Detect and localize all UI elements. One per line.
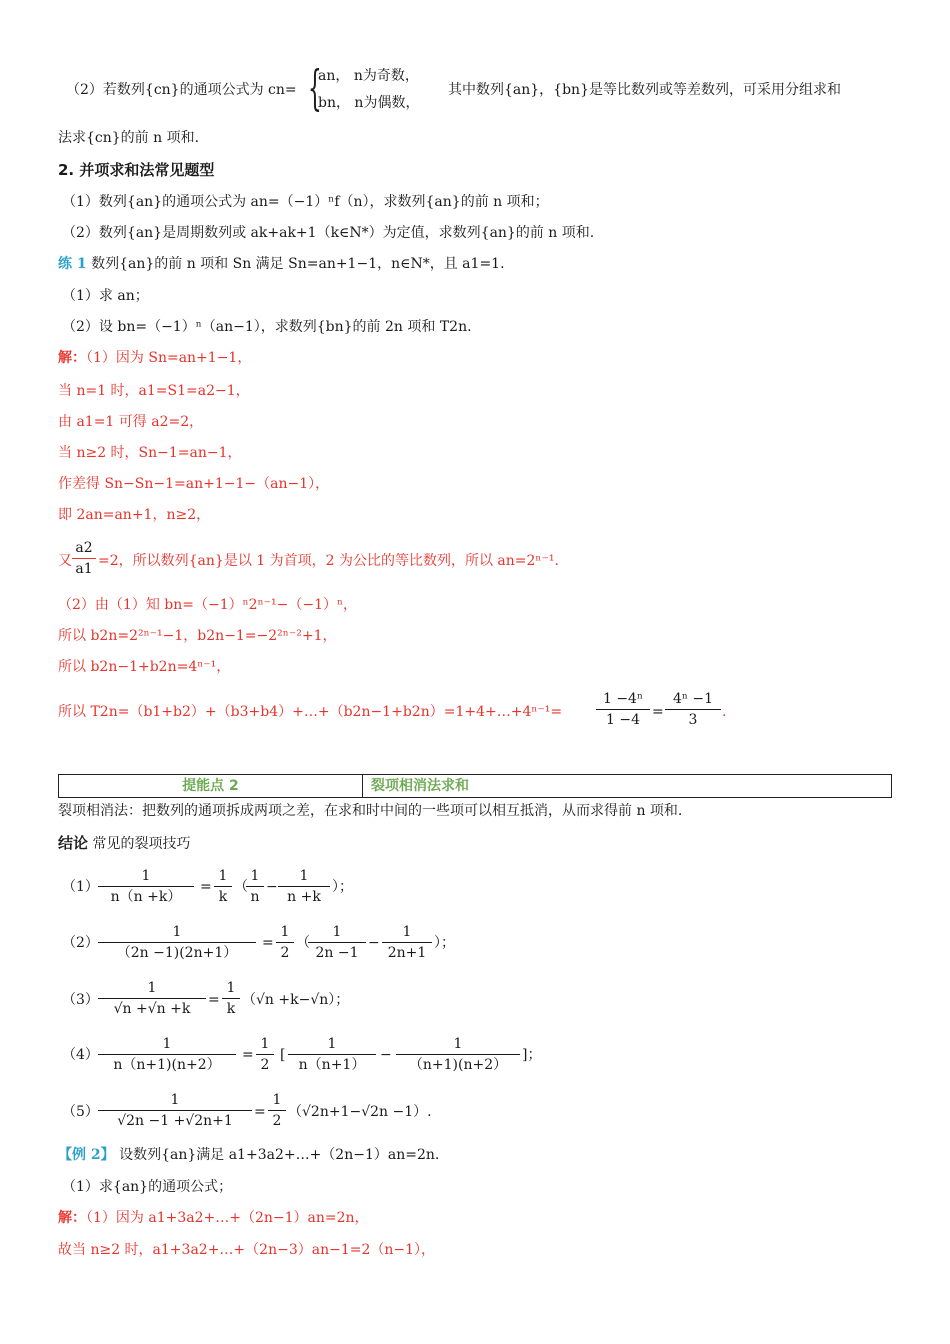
solution-line-7-prefix: 又 [58,553,72,569]
section-header-label: 提能点 2 [59,775,363,797]
solution-line-5: 作差得 Sn−Sn−1=an+1−1−（an−1）， [58,476,330,492]
formula-3-coef [222,978,240,1019]
formula-3-tail: （√n +k−√n）； [242,992,350,1008]
equals-sign: = [262,935,274,951]
solution-label: 解： [58,350,86,366]
fraction-denominator: 2 [260,1057,270,1073]
piecewise-note-cont: 法求{cn}的前 n 项和. [58,130,200,146]
formula-5-tail: （√2n+1−√2n −1）. [288,1104,432,1120]
equals-sign: = [200,879,212,895]
example-tag: 【例 2】 [58,1147,115,1163]
section-item-2: （2）数列{an}是周期数列或 ak+ak+1（k∈N*）为定值，求数列{an}的前 n 项和. [62,225,595,241]
fraction-denominator: （2n −1)(2n+1） [116,945,238,961]
period: . [722,704,727,720]
solution-line-1 [58,348,251,368]
piecewise-case-even: bn， n为偶数， [318,95,420,111]
conclusion-tag: 结论 [58,834,89,852]
solution-line-9: 所以 b2n=2²ⁿ⁻¹−1，b2n−1=−2²ⁿ⁻²+1， [58,628,337,644]
equals-sign: = [254,1104,266,1120]
piecewise-intro: （2）若数列{cn}的通项公式为 cn= [66,82,297,98]
formula-4-index: （4） [62,1047,99,1063]
example-solution-line-1 [58,1208,369,1228]
fraction-denominator: 2n+1 [387,945,427,961]
fraction-numerator: 1 [276,922,294,943]
formula-4-coef [256,1034,274,1075]
solution-line-7: =2，所以数列{an}是以 1 为首项，2 为公比的等比数列，所以 an=2ⁿ⁻¹. [98,553,559,569]
section-item-1: （1）数列{an}的通项公式为 an=（−1）ⁿf（n），求数列{an}的前 n 项和； [62,194,549,210]
example-stem: 设数列{an}满足 a1+3a2+…+（2n−1）an=2n. [119,1147,440,1163]
fraction-denominator: n（n +k） [110,889,182,905]
bracket-open: [ [280,1047,286,1063]
fraction-denominator: √2n −1 +√2n+1 [117,1113,233,1129]
formula-2-lhs [98,922,256,963]
fraction-denominator: a1 [75,561,93,577]
formula-1-coef [214,866,232,907]
formula-2-index: （2） [62,935,99,951]
fraction-numerator: 1 [98,1034,236,1055]
minus-sign: − [380,1047,392,1063]
solution-line-3: 由 a1=1 可得 a2=2， [58,414,204,430]
minus-sign: − [266,879,278,895]
paren-close: ）； [434,935,455,951]
fraction-numerator: 1 [222,978,240,999]
solution-text: （1）因为 a1+3a2+…+（2n−1）an=2n， [86,1210,369,1226]
piecewise-note: 其中数列{an}，{bn}是等比数列或等差数列，可采用分组求和 [448,82,841,98]
left-brace-icon: { [308,60,322,116]
fraction-denominator: 2 [272,1113,282,1129]
paren-open: （ [296,935,310,951]
example-question-1: （1）求{an}的通项公式； [62,1179,233,1195]
formula-2-coef [276,922,294,963]
bracket-close: ]； [522,1047,542,1063]
formula-2-term-b [382,922,432,963]
fraction-numerator: a2 [72,538,96,559]
fraction-denominator: n +k [287,889,321,905]
formula-1-term-b [278,866,330,907]
solution-line-10: 所以 b2n−1+b2n=4ⁿ⁻¹， [58,659,231,675]
fraction-numerator: 1 [308,922,366,943]
practice-stem-line [58,254,505,274]
fraction-denominator: 2n −1 [315,945,359,961]
formula-4-lhs [98,1034,236,1075]
fraction-numerator: 1 [268,1090,286,1111]
sum-fraction-2 [665,689,721,730]
section-title: 2. 并项求和法常见题型 [58,161,215,179]
solution-line-11: 所以 T2n=（b1+b2）+（b3+b4）+…+（b2n−1+b2n）=1+4+…+4ⁿ⁻¹= [58,704,563,720]
formula-5-lhs [98,1090,252,1131]
fraction-denominator: （n+1)(n+2） [408,1057,508,1073]
paren-open: （ [234,879,248,895]
piecewise-case-odd: an， n为奇数， [318,68,419,84]
fraction-numerator: 1 [382,922,432,943]
fraction-numerator: 1 −4ⁿ [596,689,650,710]
fraction-numerator: 4ⁿ −1 [665,689,721,710]
practice-question-1: （1）求 an； [62,288,149,304]
fraction-denominator: n（n+1)(n+2） [113,1057,221,1073]
solution-line-2: 当 n=1 时，a1=S1=a2−1， [58,383,250,399]
fraction-numerator: 1 [98,866,194,887]
solution-line-4: 当 n≥2 时，Sn−1=an−1， [58,445,242,461]
formula-1-lhs [98,866,194,907]
minus-sign: − [368,935,380,951]
formula-1-index: （1） [62,879,99,895]
practice-question-2: （2）设 bn=（−1）ⁿ（an−1），求数列{bn}的前 2n 项和 T2n. [62,319,472,335]
fraction-numerator: 1 [98,1090,252,1111]
paren-close: ）； [332,879,353,895]
practice-stem: 数列{an}的前 n 项和 Sn 满足 Sn=an+1−1，n∈N*，且 a1=1. [91,256,505,272]
formula-3-lhs [98,978,206,1019]
equals-sign: = [652,704,664,720]
formula-5-index: （5） [62,1104,99,1120]
fraction-denominator: k [218,889,228,905]
fraction-numerator: 1 [98,922,256,943]
fraction-denominator: n（n+1） [298,1057,366,1073]
fraction-numerator: 1 [214,866,232,887]
conclusion-text: 常见的裂项技巧 [92,836,191,852]
fraction-denominator: 3 [688,712,698,728]
fraction-numerator: 1 [288,1034,376,1055]
fraction-denominator: n [250,889,260,905]
equals-sign: = [208,992,220,1008]
fraction-denominator: √n +√n +k [113,1001,191,1017]
fraction-numerator: 1 [278,866,330,887]
fraction-numerator: 1 [98,978,206,999]
solution-label: 解： [58,1210,86,1226]
fraction-denominator: 1 −4 [606,712,640,728]
solution-text: （1）因为 Sn=an+1−1， [86,350,252,366]
sum-fraction-1 [596,689,650,730]
formula-5-coef [268,1090,286,1131]
example-stem-line [58,1145,439,1165]
equals-sign: = [242,1047,254,1063]
fraction-numerator: 1 [396,1034,520,1055]
solution-line-6: 即 2an=an+1，n≥2， [58,507,211,523]
formula-2-term-a [308,922,366,963]
fraction-denominator: 2 [280,945,290,961]
formula-4-term-b [396,1034,520,1075]
method-description: 裂项相消法：把数列的通项拆成两项之差，在求和时中间的一些项可以相互抵消，从而求得前 n 项和. [58,803,683,819]
ratio-fraction [72,538,96,579]
example-solution-line-2: 故当 n≥2 时，a1+3a2+…+（2n−3）an−1=2（n−1）， [58,1242,436,1258]
fraction-denominator: k [226,1001,236,1017]
fraction-numerator: 1 [246,866,264,887]
solution-line-8: （2）由（1）知 bn=（−1）ⁿ2ⁿ⁻¹−（−1）ⁿ， [58,597,358,613]
formula-4-term-a [288,1034,376,1075]
section-header-box [58,774,892,798]
formula-3-index: （3） [62,992,99,1008]
conclusion-line [58,833,190,854]
section-header-topic: 裂项相消法求和 [371,778,469,794]
formula-1-term-a [246,866,264,907]
practice-tag: 练 1 [58,256,87,272]
fraction-numerator: 1 [256,1034,274,1055]
